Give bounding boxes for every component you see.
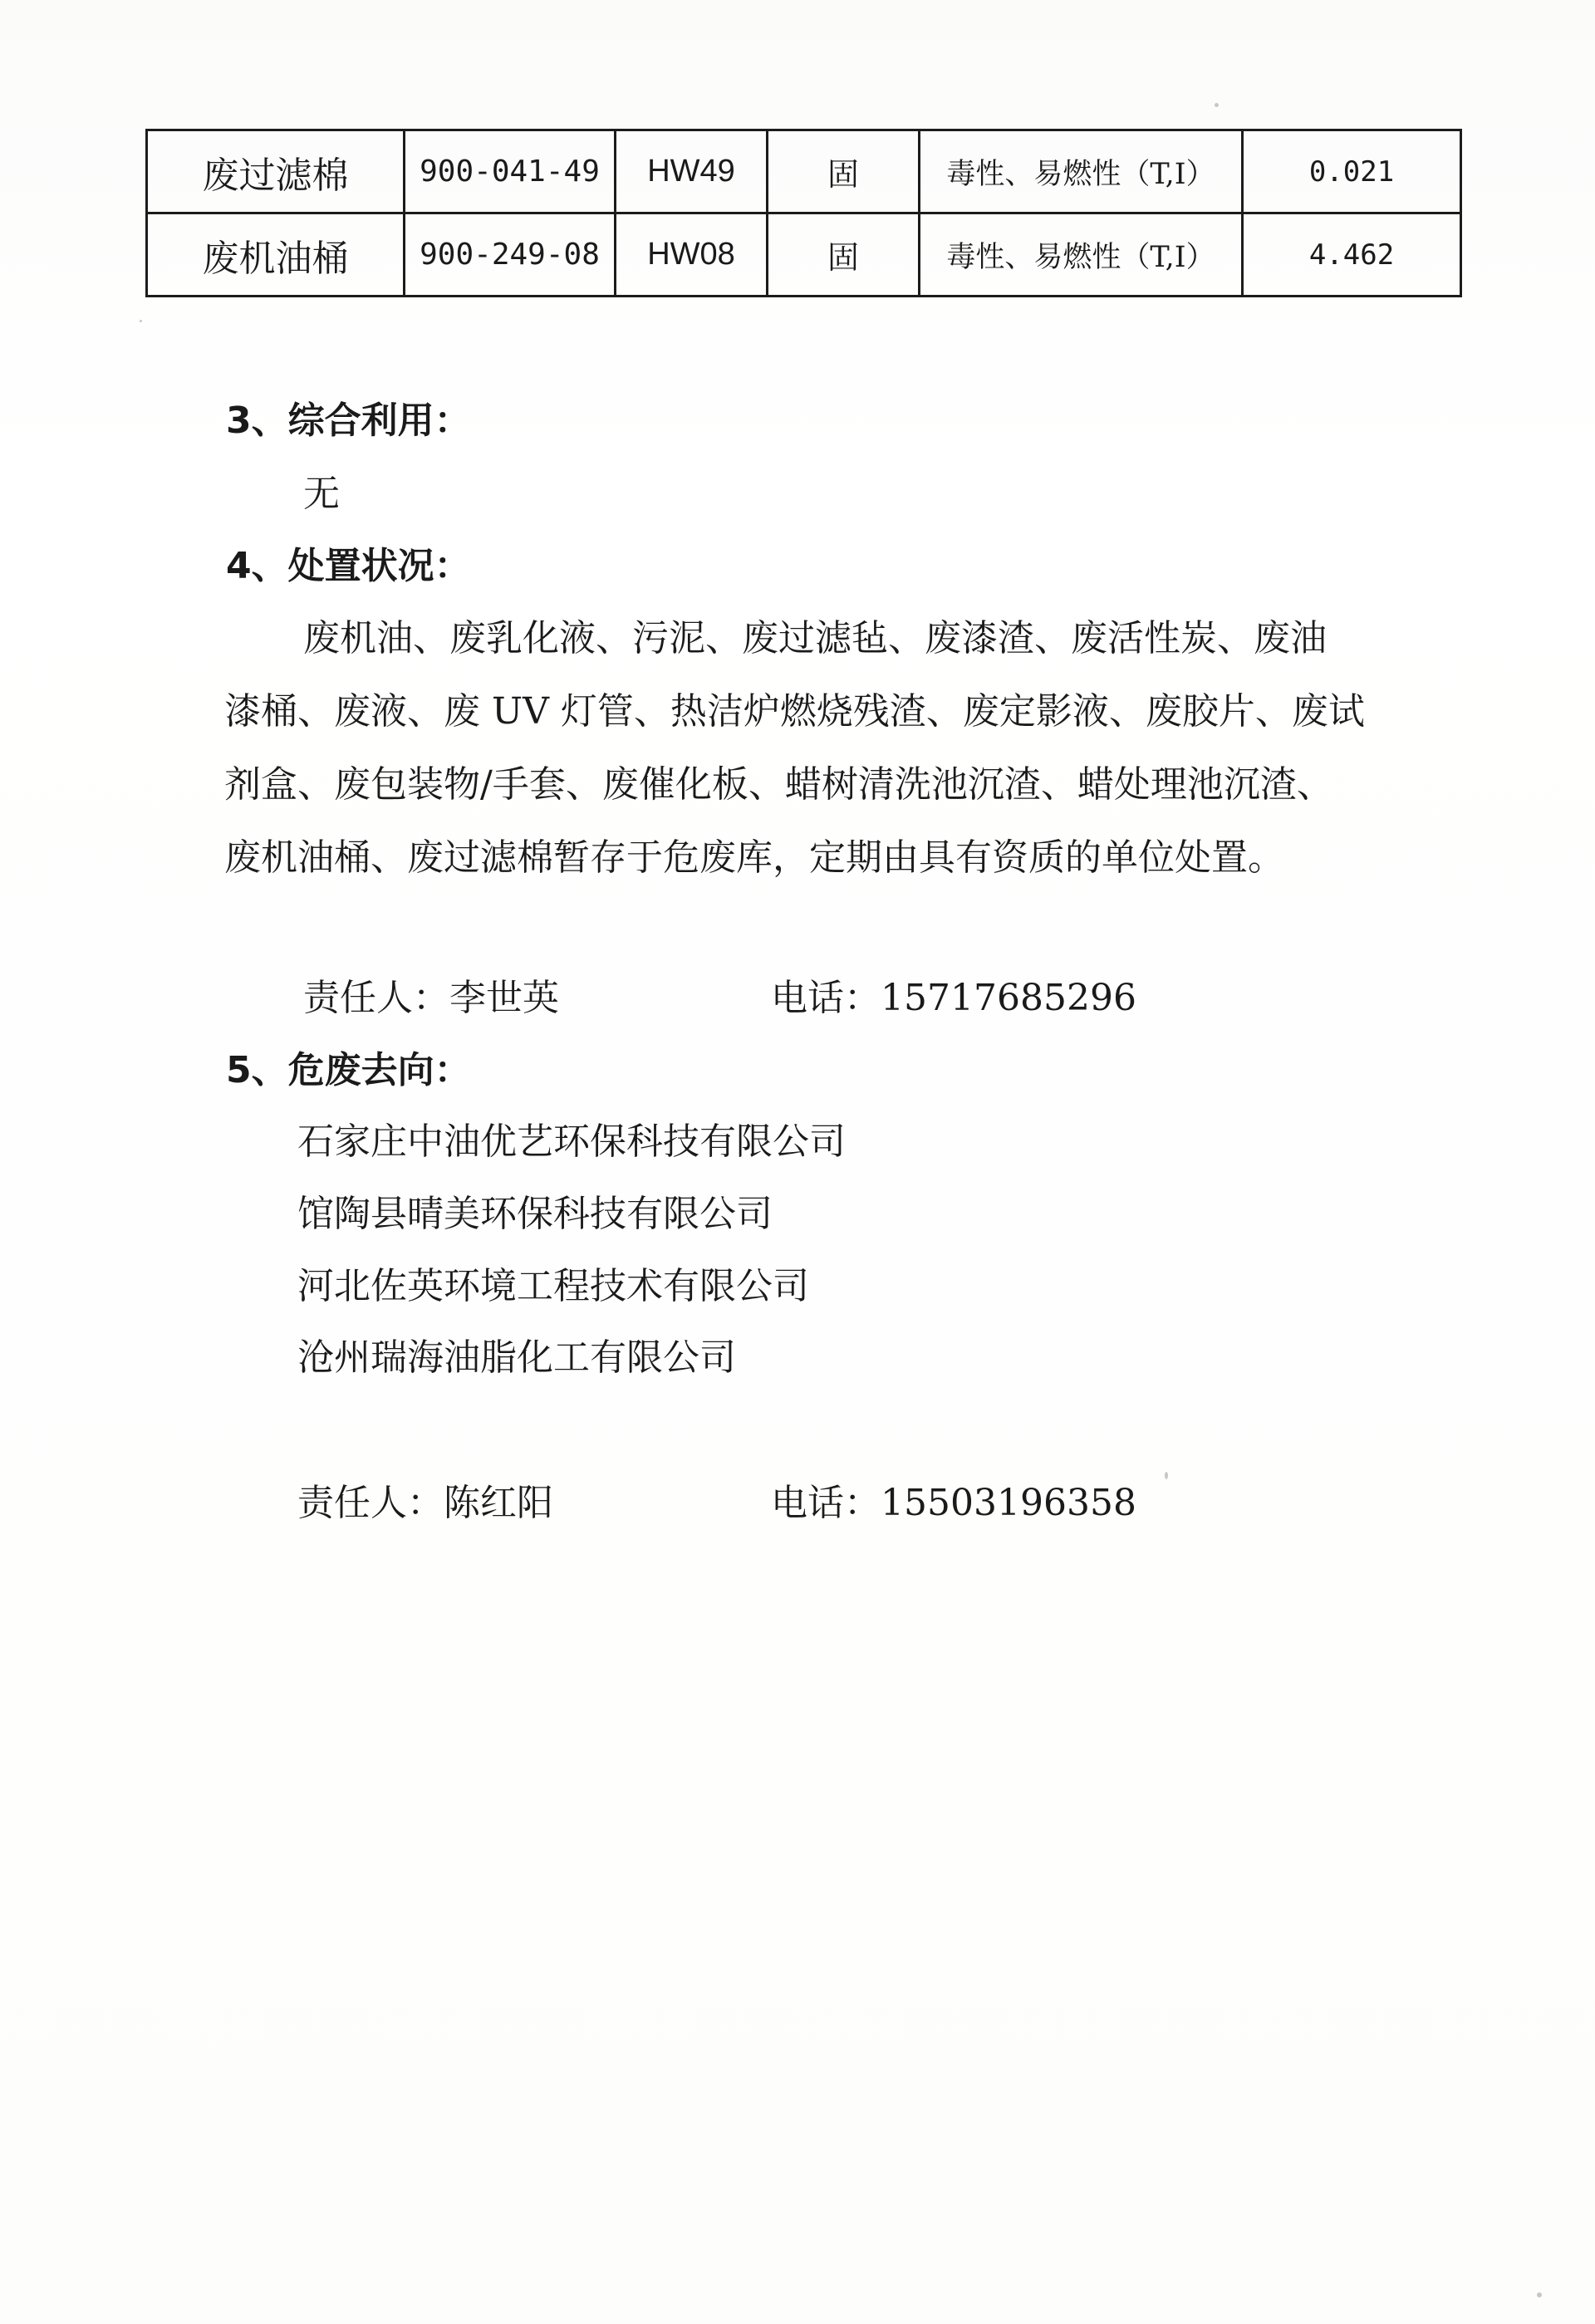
section-5-responsible: 责任人：陈红阳: [297, 1482, 553, 1524]
waste-code: 900-041-49: [405, 130, 616, 213]
waste-code: 900-249-08: [405, 213, 616, 297]
waste-state: 固: [768, 213, 920, 297]
waste-name: 废过滤棉: [147, 130, 405, 213]
table-row: [147, 130, 1461, 213]
section-3-heading: 3、综合利用：: [226, 400, 471, 442]
table-row: [147, 213, 1461, 297]
scan-speck: [1537, 2292, 1542, 2297]
paragraph-line: 剂盒、废包装物/手套、废催化板、蜡树清洗池沉渣、蜡处理池沉渣、: [224, 763, 1333, 806]
section-5-phone: 电话：15503196358: [771, 1482, 1136, 1524]
waste-category: HW49: [616, 130, 768, 213]
section-4-responsible: 责任人：李世英: [303, 977, 559, 1019]
paragraph-line: 废机油、废乳化液、污泥、废过滤毡、废漆渣、废活性炭、废油: [303, 617, 1327, 659]
waste-name: 废机油桶: [147, 213, 405, 297]
waste-state: 固: [768, 130, 920, 213]
waste-category: HW08: [616, 213, 768, 297]
paragraph-line: 漆桶、废液、废 UV 灯管、热洁炉燃烧残渣、废定影液、废胶片、废试: [224, 690, 1365, 733]
paragraph-line: 废机油桶、废过滤棉暂存于危废库，定期由具有资质的单位处置。: [224, 836, 1284, 879]
company-item: 石家庄中油优艺环保科技有限公司: [297, 1120, 846, 1163]
section-3-content: 无: [303, 473, 340, 515]
waste-table: [145, 129, 1462, 297]
waste-hazard: 毒性、易燃性（T,I）: [920, 130, 1243, 213]
waste-quantity: 4.462: [1243, 213, 1461, 297]
section-4-paragraph: [224, 602, 1396, 895]
company-item: 沧州瑞海油脂化工有限公司: [297, 1336, 736, 1379]
company-item: 河北佐英环境工程技术有限公司: [297, 1265, 809, 1307]
company-item: 馆陶县晴美环保科技有限公司: [297, 1193, 773, 1235]
scan-speck: [140, 320, 142, 322]
section-5-heading: 5、危废去向：: [226, 1049, 471, 1091]
scan-speck: [1165, 1472, 1168, 1479]
waste-hazard: 毒性、易燃性（T,I）: [920, 213, 1243, 297]
section-4-phone: 电话：15717685296: [771, 977, 1136, 1019]
section-4-heading: 4、处置状况：: [226, 545, 471, 587]
scan-speck: [1215, 103, 1219, 107]
waste-quantity: 0.021: [1243, 130, 1461, 213]
